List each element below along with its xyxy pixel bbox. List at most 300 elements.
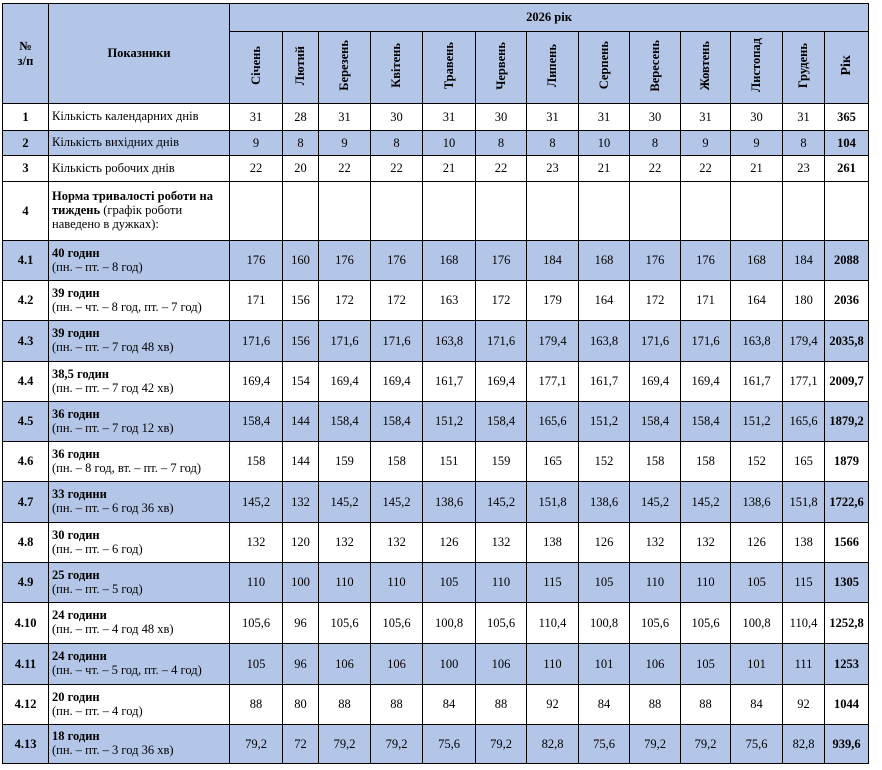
row-indicator: [49, 482, 230, 523]
row-indicator: [49, 685, 230, 725]
month-value: 158,4: [630, 402, 681, 442]
month-value: 105,6: [230, 603, 283, 644]
month-value: 180: [783, 281, 825, 321]
month-value: 88: [476, 685, 527, 725]
month-value: [423, 182, 476, 241]
month-value: 138,6: [731, 482, 783, 523]
month-value: 8: [476, 131, 527, 156]
month-value: 82,8: [783, 725, 825, 764]
month-value: 151,8: [783, 482, 825, 523]
month-value: 105,6: [319, 603, 371, 644]
row-indicator: [49, 603, 230, 644]
row-indicator: [49, 362, 230, 402]
month-value: 168: [731, 241, 783, 281]
year-total: 1879: [825, 442, 869, 482]
year-total: 1305: [825, 563, 869, 603]
table-row: [3, 104, 869, 131]
month-value: 168: [423, 241, 476, 281]
month-value: 92: [783, 685, 825, 725]
month-value: 171,6: [681, 321, 731, 362]
indicator-title: 18 годин: [52, 729, 100, 744]
month-value: [319, 182, 371, 241]
indicator-title: 33 години: [52, 487, 107, 502]
row-number: 4.12: [3, 685, 49, 725]
month-value: 79,2: [630, 725, 681, 764]
year-total: 1879,2: [825, 402, 869, 442]
table-row: [3, 523, 869, 563]
month-value: 22: [630, 156, 681, 182]
month-value: 30: [630, 104, 681, 131]
year-header: 2026 рік: [230, 4, 869, 32]
month-value: 160: [283, 241, 319, 281]
month-value: 8: [630, 131, 681, 156]
row-indicator: [49, 402, 230, 442]
month-value: 169,4: [230, 362, 283, 402]
month-value: 184: [783, 241, 825, 281]
row-number: 4.9: [3, 563, 49, 603]
month-value: 132: [630, 523, 681, 563]
month-value: 9: [731, 131, 783, 156]
month-value: 106: [476, 644, 527, 685]
month-value: 115: [783, 563, 825, 603]
month-value: 75,6: [731, 725, 783, 764]
year-total: 1566: [825, 523, 869, 563]
month-value: 110: [476, 563, 527, 603]
month-value: 132: [681, 523, 731, 563]
indicator-description: (пн. – 8 год, вт. – пт. – 7 год): [52, 460, 202, 475]
month-value: 9: [230, 131, 283, 156]
month-value: 31: [681, 104, 731, 131]
month-value: 158,4: [681, 402, 731, 442]
month-value: 145,2: [476, 482, 527, 523]
month-value: 177,1: [783, 362, 825, 402]
month-value: 96: [283, 644, 319, 685]
month-value: 176: [319, 241, 371, 281]
month-value: 105: [731, 563, 783, 603]
month-header: Листопад: [731, 32, 783, 104]
month-value: 105: [423, 563, 476, 603]
month-value: 168: [579, 241, 630, 281]
month-value: 159: [319, 442, 371, 482]
month-value: 8: [283, 131, 319, 156]
working-hours-table: [2, 3, 869, 764]
month-value: 88: [371, 685, 423, 725]
month-value: 158: [230, 442, 283, 482]
month-value: 23: [527, 156, 579, 182]
month-value: 138: [527, 523, 579, 563]
number-header: № з/п: [3, 4, 49, 104]
month-value: 88: [230, 685, 283, 725]
month-value: [630, 182, 681, 241]
month-value: 79,2: [476, 725, 527, 764]
month-value: 151,2: [731, 402, 783, 442]
month-value: 176: [230, 241, 283, 281]
month-value: 176: [371, 241, 423, 281]
row-indicator: [49, 241, 230, 281]
month-value: 21: [423, 156, 476, 182]
row-indicator: [49, 281, 230, 321]
year-total: 2009,7: [825, 362, 869, 402]
month-value: 31: [230, 104, 283, 131]
month-header: Лютий: [283, 32, 319, 104]
row-number: 3: [3, 156, 49, 182]
table-row: [3, 725, 869, 764]
month-value: 145,2: [630, 482, 681, 523]
month-value: 100: [423, 644, 476, 685]
month-value: 145,2: [319, 482, 371, 523]
month-value: 79,2: [230, 725, 283, 764]
row-indicator: [49, 321, 230, 362]
row-indicator: [49, 104, 230, 131]
month-value: 84: [579, 685, 630, 725]
month-value: 105: [579, 563, 630, 603]
month-value: 22: [476, 156, 527, 182]
month-value: 132: [319, 523, 371, 563]
month-value: 172: [319, 281, 371, 321]
month-value: 145,2: [230, 482, 283, 523]
row-indicator: [49, 156, 230, 182]
month-value: 21: [579, 156, 630, 182]
month-value: 164: [579, 281, 630, 321]
month-value: 9: [681, 131, 731, 156]
month-value: 165,6: [783, 402, 825, 442]
month-value: 30: [731, 104, 783, 131]
month-value: 31: [319, 104, 371, 131]
year-total: 261: [825, 156, 869, 182]
month-value: 151,2: [423, 402, 476, 442]
month-value: 176: [681, 241, 731, 281]
month-value: 9: [319, 131, 371, 156]
row-number: 4.4: [3, 362, 49, 402]
month-value: 172: [371, 281, 423, 321]
indicator-description: (пн. – пт. – 7 год 12 хв): [52, 420, 174, 435]
month-header: Березень: [319, 32, 371, 104]
table-row: [3, 156, 869, 182]
indicator-title: 25 годин: [52, 567, 100, 582]
indicator-description: (графік роботи наведено в дужках):: [52, 203, 183, 231]
month-value: 22: [681, 156, 731, 182]
indicator-title: Норма тривалості роботи на тиждень: [52, 189, 213, 218]
year-total: 939,6: [825, 725, 869, 764]
month-value: 132: [283, 482, 319, 523]
month-value: 20: [283, 156, 319, 182]
month-value: 172: [630, 281, 681, 321]
indicator-description: Кількість робочих днів: [52, 160, 175, 175]
table-row: [3, 685, 869, 725]
month-value: 88: [681, 685, 731, 725]
month-value: 171,6: [630, 321, 681, 362]
indicator-description: (пн. – пт. – 5 год): [52, 581, 143, 596]
month-value: 152: [731, 442, 783, 482]
month-value: 101: [579, 644, 630, 685]
indicator-title: 39 годин: [52, 326, 100, 341]
month-value: 163,8: [423, 321, 476, 362]
year-total: 2088: [825, 241, 869, 281]
indicator-title: 40 годин: [52, 245, 100, 260]
month-value: 22: [319, 156, 371, 182]
month-value: 145,2: [681, 482, 731, 523]
indicator-description: (пн. – пт. – 7 год 48 хв): [52, 340, 174, 354]
row-indicator: [49, 182, 230, 241]
month-value: 169,4: [630, 362, 681, 402]
month-value: 105: [230, 644, 283, 685]
month-value: 163: [423, 281, 476, 321]
month-header: Червень: [476, 32, 527, 104]
table-row: [3, 563, 869, 603]
month-value: 171: [681, 281, 731, 321]
table-row: [3, 644, 869, 685]
month-value: [527, 182, 579, 241]
month-value: 79,2: [681, 725, 731, 764]
indicators-header: Показники: [49, 4, 230, 104]
table-row: [3, 482, 869, 523]
table-row: [3, 241, 869, 281]
month-value: 110: [630, 563, 681, 603]
month-value: 80: [283, 685, 319, 725]
month-value: 144: [283, 442, 319, 482]
month-value: [476, 182, 527, 241]
indicator-description: (пн. – пт. – 7 год 42 хв): [52, 380, 174, 395]
indicator-description: (пн. – пт. – 3 год 36 хв): [52, 743, 174, 757]
month-value: 151,8: [527, 482, 579, 523]
month-value: [681, 182, 731, 241]
month-value: 22: [230, 156, 283, 182]
month-value: [579, 182, 630, 241]
month-value: 171,6: [476, 321, 527, 362]
month-value: 165: [783, 442, 825, 482]
month-header: Липень: [527, 32, 579, 104]
month-value: 176: [476, 241, 527, 281]
indicator-description: Кількість вихідних днів: [52, 135, 179, 150]
month-value: 106: [319, 644, 371, 685]
row-indicator: [49, 725, 230, 764]
month-value: 106: [630, 644, 681, 685]
month-value: 111: [783, 644, 825, 685]
indicator-description: (пн. – пт. – 4 год 48 хв): [52, 622, 174, 636]
row-number: 4.1: [3, 241, 49, 281]
month-value: 31: [527, 104, 579, 131]
indicator-description: (пн. – пт. – 8 год): [52, 259, 143, 274]
month-value: 31: [579, 104, 630, 131]
month-value: 75,6: [579, 725, 630, 764]
month-value: 126: [423, 523, 476, 563]
row-number: 4.2: [3, 281, 49, 321]
month-value: 110: [681, 563, 731, 603]
month-value: 8: [371, 131, 423, 156]
month-value: 171,6: [230, 321, 283, 362]
row-number: 1: [3, 104, 49, 131]
month-value: 158,4: [230, 402, 283, 442]
month-value: 156: [283, 281, 319, 321]
table-row: [3, 281, 869, 321]
indicator-description: Кількість календарних днів: [52, 109, 199, 124]
table-row: [3, 402, 869, 442]
month-value: 132: [371, 523, 423, 563]
month-value: 159: [476, 442, 527, 482]
month-value: 179,4: [783, 321, 825, 362]
year-total: 2036: [825, 281, 869, 321]
month-value: 177,1: [527, 362, 579, 402]
row-number: 4.8: [3, 523, 49, 563]
month-value: 88: [319, 685, 371, 725]
month-header: Вересень: [630, 32, 681, 104]
month-value: 161,7: [423, 362, 476, 402]
month-value: 110,4: [783, 603, 825, 644]
month-value: 100,8: [731, 603, 783, 644]
month-value: 156: [283, 321, 319, 362]
month-value: 101: [731, 644, 783, 685]
month-value: [731, 182, 783, 241]
month-value: 164: [731, 281, 783, 321]
month-value: 165: [527, 442, 579, 482]
month-value: 110: [371, 563, 423, 603]
month-value: 72: [283, 725, 319, 764]
month-value: 161,7: [731, 362, 783, 402]
month-value: 169,4: [319, 362, 371, 402]
month-value: 10: [579, 131, 630, 156]
table-row: [3, 131, 869, 156]
row-number: 4.13: [3, 725, 49, 764]
indicator-title: 36 годин: [52, 446, 100, 461]
table-row: [3, 442, 869, 482]
month-value: 79,2: [319, 725, 371, 764]
month-value: 84: [423, 685, 476, 725]
month-value: [371, 182, 423, 241]
month-value: 75,6: [423, 725, 476, 764]
month-value: 105,6: [476, 603, 527, 644]
indicator-title: 38,5 годин: [52, 366, 109, 381]
month-value: 179,4: [527, 321, 579, 362]
month-value: 158: [681, 442, 731, 482]
month-value: 22: [371, 156, 423, 182]
month-value: 126: [579, 523, 630, 563]
month-value: 184: [527, 241, 579, 281]
row-number: 4.3: [3, 321, 49, 362]
month-value: 100: [283, 563, 319, 603]
table-row: [3, 321, 869, 362]
month-value: 31: [783, 104, 825, 131]
month-value: 163,8: [579, 321, 630, 362]
year-total: [825, 182, 869, 241]
month-header: Грудень: [783, 32, 825, 104]
table-row: [3, 362, 869, 402]
month-value: 158: [371, 442, 423, 482]
month-header: Січень: [230, 32, 283, 104]
indicator-title: 39 годин: [52, 285, 100, 300]
month-value: 169,4: [371, 362, 423, 402]
month-header: Квітень: [371, 32, 423, 104]
month-value: 144: [283, 402, 319, 442]
month-value: 132: [230, 523, 283, 563]
month-value: 158,4: [319, 402, 371, 442]
month-value: 165,6: [527, 402, 579, 442]
month-value: 151,2: [579, 402, 630, 442]
month-value: 105,6: [630, 603, 681, 644]
month-value: 145,2: [371, 482, 423, 523]
month-value: 171,6: [319, 321, 371, 362]
month-value: 100,8: [423, 603, 476, 644]
month-value: 126: [731, 523, 783, 563]
month-value: 31: [423, 104, 476, 131]
month-value: 96: [283, 603, 319, 644]
row-number: 4.6: [3, 442, 49, 482]
year-total: 1044: [825, 685, 869, 725]
month-value: 100,8: [579, 603, 630, 644]
month-value: 92: [527, 685, 579, 725]
month-value: 169,4: [681, 362, 731, 402]
month-value: 82,8: [527, 725, 579, 764]
month-value: 110: [527, 644, 579, 685]
month-value: 105,6: [371, 603, 423, 644]
month-value: 161,7: [579, 362, 630, 402]
year-total: 1722,6: [825, 482, 869, 523]
month-value: 158,4: [476, 402, 527, 442]
indicator-description: (пн. – пт. – 6 год 36 хв): [52, 501, 174, 515]
indicator-description: (пн. – пт. – 4 год): [52, 703, 143, 718]
month-value: 8: [783, 131, 825, 156]
table-body: [3, 104, 869, 764]
indicator-title: 24 години: [52, 608, 107, 623]
row-number: 4.7: [3, 482, 49, 523]
table-row: [3, 182, 869, 241]
indicator-description: (пн. – пт. – 6 год): [52, 541, 143, 556]
month-value: 132: [476, 523, 527, 563]
indicator-description: (пн. – чт. – 5 год, пт. – 4 год): [52, 663, 202, 677]
month-value: 105: [681, 644, 731, 685]
row-indicator: [49, 644, 230, 685]
year-total: 365: [825, 104, 869, 131]
month-value: 110: [230, 563, 283, 603]
row-indicator: [49, 131, 230, 156]
month-value: 110: [319, 563, 371, 603]
month-value: 176: [630, 241, 681, 281]
month-value: 30: [476, 104, 527, 131]
month-value: 115: [527, 563, 579, 603]
month-value: [783, 182, 825, 241]
row-number: 4.11: [3, 644, 49, 685]
month-value: 179: [527, 281, 579, 321]
row-number: 4.10: [3, 603, 49, 644]
year-total: 1252,8: [825, 603, 869, 644]
month-value: 158,4: [371, 402, 423, 442]
year-total: 2035,8: [825, 321, 869, 362]
month-value: 171,6: [371, 321, 423, 362]
month-header: Травень: [423, 32, 476, 104]
indicator-title: 24 години: [52, 649, 107, 664]
table-row: [3, 603, 869, 644]
month-value: [283, 182, 319, 241]
indicator-title: 20 годин: [52, 689, 100, 704]
year-total: 104: [825, 131, 869, 156]
month-header: Серпень: [579, 32, 630, 104]
row-indicator: [49, 523, 230, 563]
year-total: 1253: [825, 644, 869, 685]
month-value: 110,4: [527, 603, 579, 644]
month-value: 138,6: [579, 482, 630, 523]
month-value: 88: [630, 685, 681, 725]
month-value: 171: [230, 281, 283, 321]
year-total-header: Рік: [825, 32, 869, 104]
month-value: 152: [579, 442, 630, 482]
month-header: Жовтень: [681, 32, 731, 104]
month-value: 154: [283, 362, 319, 402]
month-value: 30: [371, 104, 423, 131]
row-indicator: [49, 442, 230, 482]
month-value: 106: [371, 644, 423, 685]
month-value: 28: [283, 104, 319, 131]
month-value: 105,6: [681, 603, 731, 644]
row-indicator: [49, 563, 230, 603]
